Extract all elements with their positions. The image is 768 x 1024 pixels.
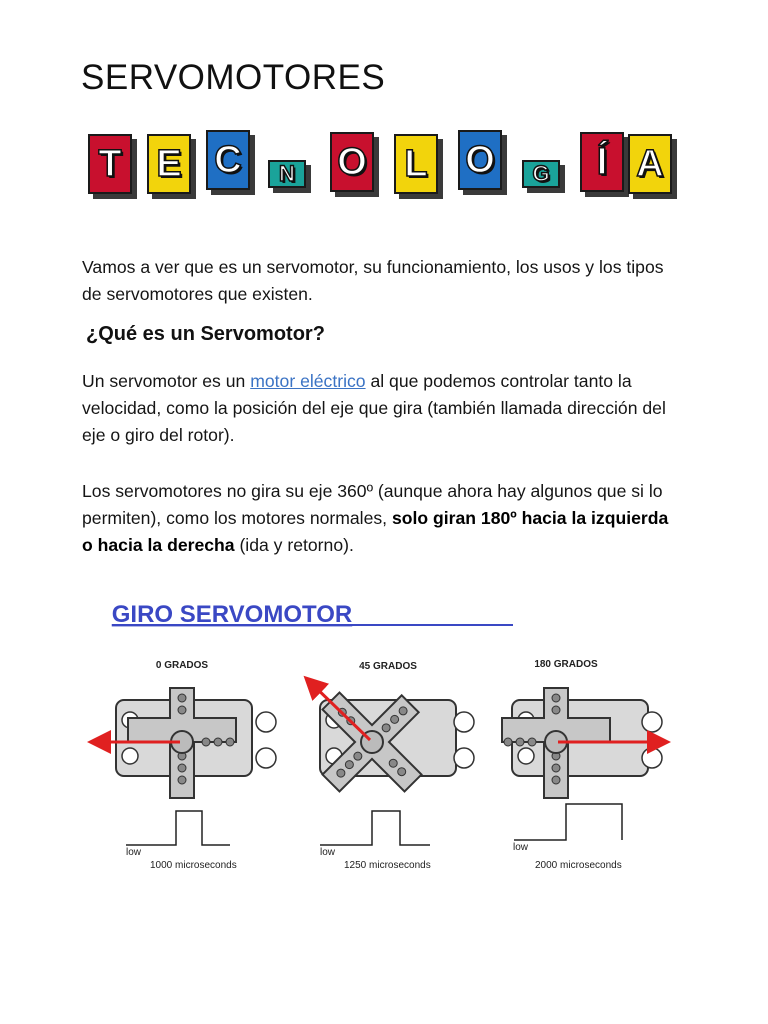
banner-tile [628,134,672,194]
servo-angle-label: 180 GRADOS [534,659,598,670]
intro-paragraph: Vamos a ver que es un servomotor, su funcionamiento, los usos y los tipos de servomotores que existen. [82,257,664,304]
motor-electrico-link[interactable]: motor eléctrico [250,371,366,391]
servo-mount-hole [122,748,138,764]
rotation-text-start: Los servomotores no gira su eje 360º (aunque ahora hay algunos que si lo permiten), como los motores normales, [82,481,663,528]
banner-letter: O [337,140,367,183]
pulse-signal [126,811,230,845]
banner-letter: Í [596,140,608,183]
servo-rotation-diagram [80,590,690,890]
banner-tile [330,132,374,192]
banner-letter: G [532,161,550,186]
servo-mount-hole [256,748,276,768]
rotation-text-end: (ida y retorno). [234,535,354,555]
banner-tile [458,130,502,190]
banner-letter: C [214,138,242,181]
banner-tile [147,134,191,194]
pulse-width-label: 2000 microseconds [535,860,622,871]
servo-45-degrees [290,661,474,871]
servo-mount-hole [256,712,276,732]
servo-angle-label: 0 GRADOS [155,660,209,671]
definition-text-start: Un servomotor es un [82,371,251,391]
banner-letter: L [404,142,428,185]
pulse-low-label: low [126,847,142,858]
banner-letter: O [465,138,495,181]
servo-mount-hole [642,712,662,732]
servo-180-degrees [502,659,662,871]
servo-mount-hole [642,748,662,768]
banner-tile [522,160,560,188]
rotation-paragraph [82,478,682,559]
banner-letter: E [156,142,182,185]
figure-title: GIRO SERVOMOTOR [111,601,353,628]
pulse-low-label: low [513,842,529,853]
banner-tile [206,130,250,190]
definition-paragraph [82,368,682,449]
banner-letter: N [279,161,295,186]
banner-tile [580,132,624,192]
pulse-width-label: 1000 microseconds [150,860,237,871]
pulse-signal [320,811,430,845]
servo-mount-hole [454,712,474,732]
banner-tile [268,160,306,188]
section-heading: ¿Qué es un Servomotor? [86,323,325,345]
servo-mount-hole [454,748,474,768]
pulse-width-label: 1250 microseconds [344,860,431,871]
pulse-signal [514,804,622,840]
rotation-bold-text: solo giran 180º hacia la izquierda o hacia la derecha [82,508,669,555]
banner-letter: T [98,142,122,185]
definition-text-end: al que podemos controlar tanto la velocidad, como la posición del eje que gira (también llamada dirección del eje o giro del rotor). [82,371,666,445]
tecnologia-banner [82,120,682,204]
banner-tile [394,134,438,194]
banner-letter: A [636,142,664,185]
servo-angle-label: 45 GRADOS [359,661,417,672]
banner-tile [88,134,132,194]
servo-mount-hole [518,748,534,764]
pulse-low-label: low [320,847,336,858]
servo-0-degrees [96,660,276,871]
page-title: SERVOMOTORES [81,58,386,97]
